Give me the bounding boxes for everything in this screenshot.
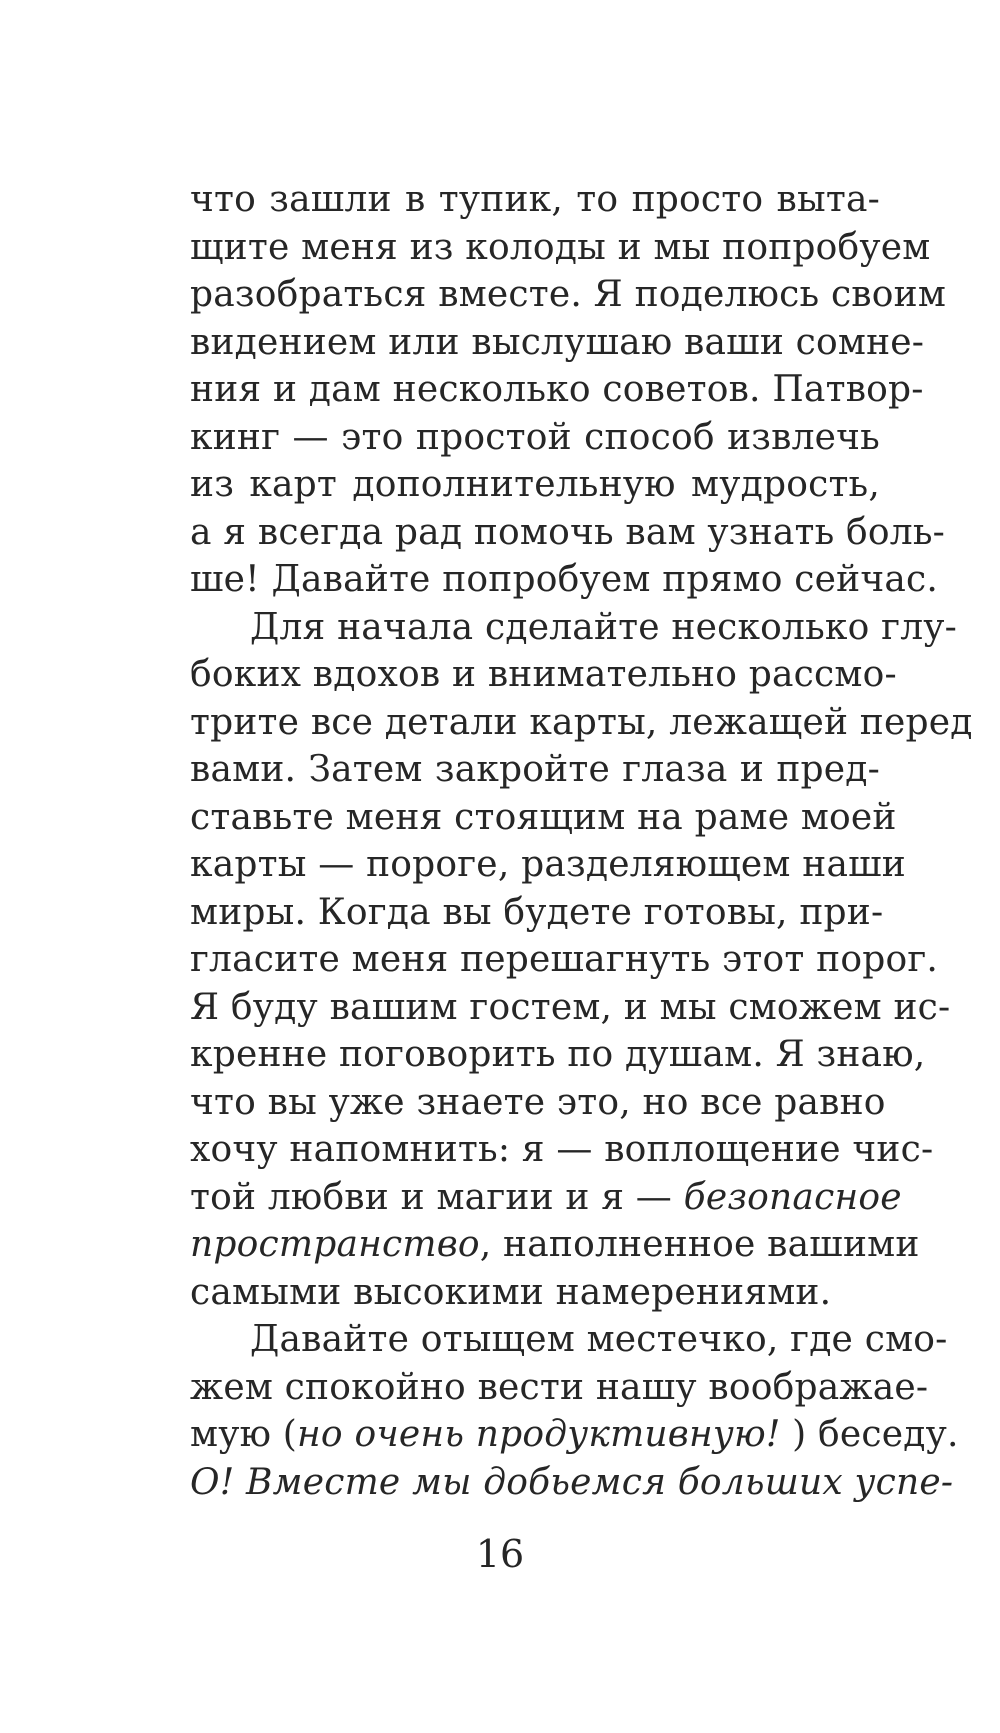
paragraph	[190, 1316, 959, 1506]
text-segment: видением или выслушаю ваши сомне-	[190, 321, 925, 363]
paragraph	[190, 604, 973, 1317]
text-segment: трите все детали карты, лежащей перед	[190, 701, 973, 743]
text-segment: вами. Затем закройте глаза и пред-	[190, 749, 880, 790]
text-line	[190, 319, 925, 367]
italic-segment: пространство	[190, 1224, 480, 1265]
text-line	[190, 1126, 934, 1174]
text-segment: что зашли в тупик, то просто выта-	[190, 179, 880, 220]
text-line	[190, 746, 880, 794]
text-segment: разобраться вместе. Я поделюсь своим	[190, 274, 947, 315]
text-segment: что вы уже знаете это, но все равно	[190, 1081, 886, 1123]
text-segment: Для начала сделайте несколько глу-	[250, 606, 958, 648]
text-segment: , наполненное вашими	[479, 1224, 920, 1265]
text-segment: кренне поговорить по душам. Я знаю,	[190, 1034, 926, 1075]
text-line	[190, 1316, 948, 1364]
text-line	[190, 936, 939, 984]
text-segment: кинг — это простой способ извлечь	[190, 416, 880, 458]
text-line	[190, 366, 924, 414]
text-line	[190, 984, 951, 1032]
text-line	[190, 224, 931, 272]
text-line	[190, 1031, 926, 1079]
text-segment: ния и дам несколько советов. Патвор-	[190, 369, 924, 410]
text-line	[190, 271, 947, 319]
body-text	[190, 176, 973, 1506]
text-segment: Давайте отыщем местечко, где смо-	[250, 1319, 948, 1360]
text-segment: Я буду вашим гостем, и мы сможем ис-	[190, 986, 951, 1028]
text-segment: боких вдохов и внимательно рассмо-	[190, 654, 897, 695]
text-segment: гласите меня перешагнуть этот порог.	[190, 939, 939, 980]
text-line	[190, 699, 973, 747]
text-line	[190, 841, 906, 889]
text-segment: самыми высокими намерениями.	[190, 1271, 832, 1313]
text-segment: ) беседу.	[780, 1414, 959, 1455]
text-segment: ставьте меня стоящим на раме моей	[190, 796, 897, 838]
text-segment: а я всегда рад помочь вам узнать боль-	[190, 511, 946, 553]
text-segment: щите меня из колоды и мы попробуем	[190, 226, 931, 268]
text-segment: из карт дополнительную мудрость,	[190, 464, 880, 505]
text-line	[190, 556, 938, 604]
text-line	[190, 1411, 959, 1459]
paragraph	[190, 176, 947, 604]
italic-segment: О! Вместе мы добьемся больших успе-	[190, 1461, 954, 1503]
text-line	[190, 414, 880, 462]
text-segment: той любви и магии и я —	[190, 1176, 684, 1218]
text-line	[190, 509, 946, 557]
text-line	[190, 1079, 886, 1127]
text-segment: миры. Когда вы будете готовы, при-	[190, 891, 884, 933]
text-line	[190, 1269, 880, 1317]
text-segment: мую (	[190, 1414, 298, 1455]
text-line	[190, 604, 958, 652]
text-segment: ше! Давайте попробуем прямо сейчас.	[190, 559, 938, 600]
text-line	[190, 176, 880, 224]
text-line	[190, 1364, 929, 1412]
page-number: 16	[475, 1532, 525, 1576]
text-line	[190, 461, 880, 509]
text-line	[190, 889, 884, 937]
text-segment: жем спокойно вести нашу воображае-	[190, 1366, 929, 1408]
text-line	[190, 1221, 920, 1269]
text-segment: хочу напомнить: я — воплощение чис-	[190, 1129, 934, 1170]
text-line	[190, 794, 897, 842]
text-segment: карты — пороге, разделяющем наши	[190, 844, 906, 885]
italic-segment: но очень продуктивную!	[297, 1414, 781, 1455]
text-line	[190, 1459, 954, 1507]
italic-segment: безопасное	[683, 1176, 902, 1218]
text-line	[190, 651, 897, 699]
text-line	[190, 1174, 902, 1222]
